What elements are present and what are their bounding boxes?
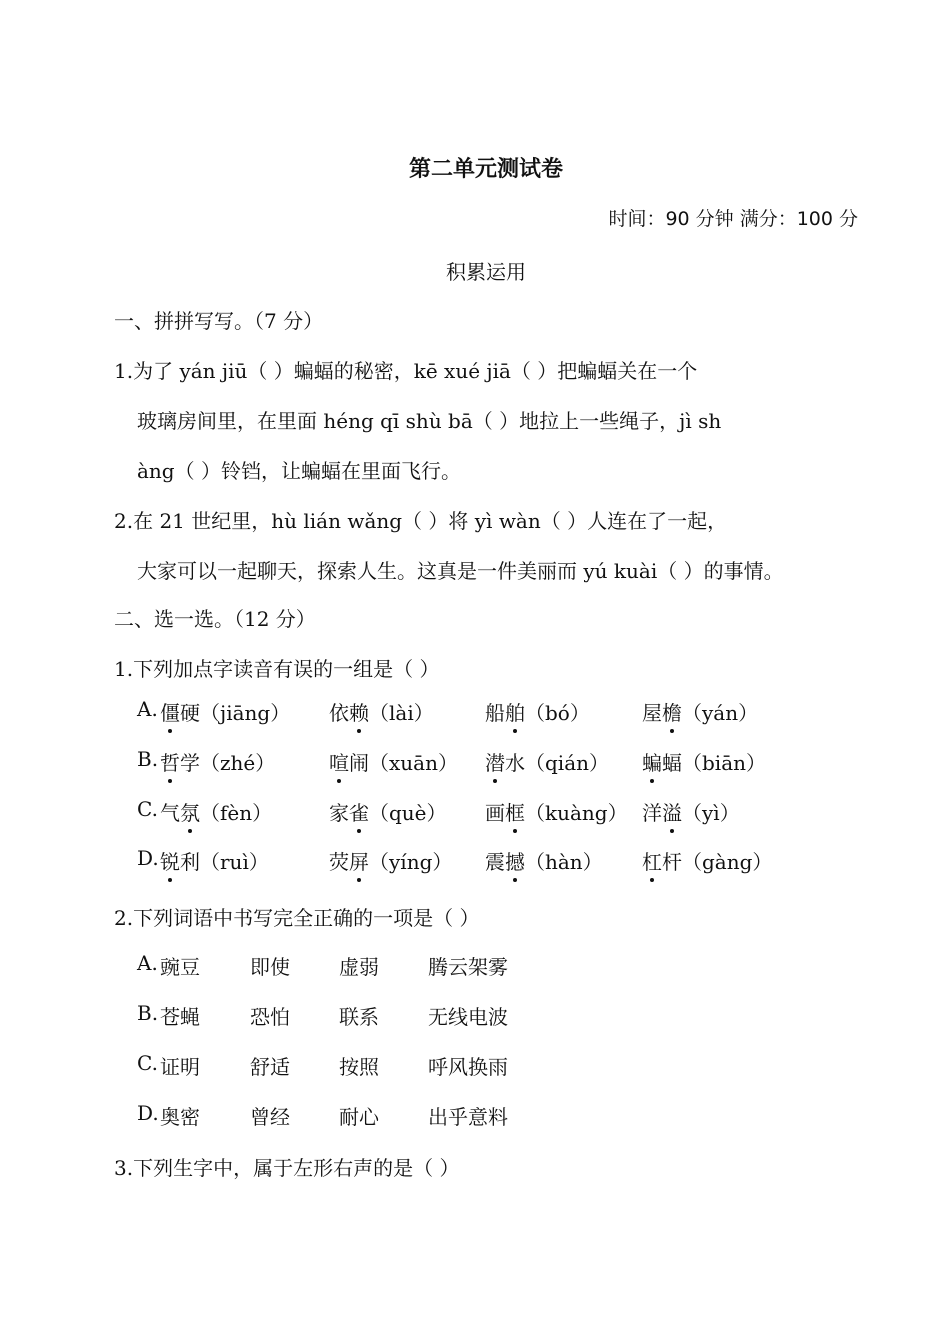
word-pinyin: （lài） [369,701,434,725]
option-word: 恐怕 [250,1005,290,1029]
q1-item2-line1: 2.在 21 世纪里，hù lián wǎng（ ）将 yì wàn（ ）人连在了一起， [114,509,728,533]
word-pinyin: （què） [369,801,447,825]
option-word: 无线电波 [428,1005,508,1029]
word-pinyin: （yì） [682,801,740,825]
option-letter: B. [137,1001,159,1025]
word-pinyin: 闹（xuān） [349,751,458,775]
option-word: 呼风换雨 [428,1055,508,1079]
pron-word [485,697,590,726]
dotted-char: 僵 [160,697,180,726]
dotted-char: 喧 [329,747,349,776]
option-word: 耐心 [339,1105,379,1129]
q1-heading: 一、拼拼写写。（7 分） [114,309,324,333]
dotted-char: 舶 [505,697,525,726]
q2-heading: 二、选一选。（12 分） [114,607,316,631]
pron-word [642,846,772,875]
pron-word [485,747,609,776]
q2-item3-stem: 3.下列生字中，属于左形右声的是（ ） [114,1156,460,1180]
q2-item2-stem: 2.下列词语中书写完全正确的一项是（ ） [114,906,480,930]
option-word: 腾云架雾 [428,955,508,979]
word-char: 画 [485,801,505,825]
option-letter: C. [137,797,158,821]
word-char: 依 [329,701,349,725]
dotted-char: 蝙 [642,747,662,776]
word-char: 荧 [329,850,349,874]
dotted-char: 框 [505,797,525,826]
word-char: 震 [485,850,505,874]
option-letter: C. [137,1051,158,1075]
word-pinyin: 利（ruì） [180,850,269,874]
option-word: 奥密 [160,1105,200,1129]
q1-item2-line2: 大家可以一起聊天，探索人生。这真是一件美丽而 yú kuài（ ）的事情。 [137,559,784,583]
word-pinyin: 蝠（biān） [662,751,767,775]
q1-item1-line2: 玻璃房间里，在里面 héng qī shù bā（ ）地拉上一些绳子，jì sh [137,409,722,433]
option-letter: B. [137,747,159,771]
dotted-char: 屏 [349,846,369,875]
dotted-char: 撼 [505,846,525,875]
dotted-char: 溢 [662,797,682,826]
pron-word [485,846,603,875]
dotted-char: 潜 [485,747,505,776]
option-letter: A. [137,697,158,721]
dotted-char: 杠 [642,846,662,875]
option-letter: D. [137,1101,159,1125]
pron-word [642,797,740,826]
pron-word [642,747,766,776]
word-pinyin: 学（zhé） [180,751,276,775]
q2-item1-stem: 1.下列加点字读音有误的一组是（ ） [114,657,440,681]
page-title: 第二单元测试卷 [408,157,563,182]
pron-word [160,697,290,726]
option-word: 苍蝇 [160,1005,200,1029]
q1-item1-line3: àng（ ）铃铛，让蝙蝠在里面飞行。 [137,459,461,483]
option-word: 出乎意料 [428,1105,508,1129]
word-pinyin: （kuàng） [525,801,628,825]
dotted-char: 赖 [349,697,369,726]
word-pinyin: 水（qián） [505,751,610,775]
word-pinyin: 杆（gàng） [662,850,773,874]
pron-word [160,846,269,875]
pron-word [329,797,447,826]
dotted-char: 檐 [662,697,682,726]
word-char: 屋 [642,701,662,725]
pron-word [329,697,434,726]
option-word: 舒适 [250,1055,290,1079]
word-pinyin: （fèn） [200,801,273,825]
word-pinyin: （hàn） [525,850,603,874]
dotted-char: 氛 [180,797,200,826]
option-letter: A. [137,951,158,975]
word-pinyin: （yán） [682,701,759,725]
option-word: 曾经 [250,1105,290,1129]
dotted-char: 雀 [349,797,369,826]
section-title: 积累运用 [446,260,526,284]
pron-word [160,797,272,826]
option-word: 即使 [250,955,290,979]
option-word: 按照 [339,1055,379,1079]
word-char: 洋 [642,801,662,825]
exam-meta: 时间：90 分钟 满分：100 分 [608,208,858,230]
option-word: 豌豆 [160,955,200,979]
pron-word [485,797,628,826]
word-char: 家 [329,801,349,825]
option-letter: D. [137,846,159,870]
dotted-char: 哲 [160,747,180,776]
word-pinyin: （bó） [525,701,590,725]
word-char: 船 [485,701,505,725]
option-word: 证明 [160,1055,200,1079]
pron-word [642,697,758,726]
option-word: 联系 [339,1005,379,1029]
word-char: 气 [160,801,180,825]
word-pinyin: （yíng） [369,850,453,874]
pron-word [329,747,458,776]
pron-word [160,747,275,776]
dotted-char: 锐 [160,846,180,875]
pron-word [329,846,452,875]
q1-item1-line1: 1.为了 yán jiū（ ）蝙蝠的秘密，kē xué jiā（ ）把蝙蝠关在一个 [114,359,698,383]
word-pinyin: 硬（jiāng） [180,701,291,725]
option-word: 虚弱 [339,955,379,979]
